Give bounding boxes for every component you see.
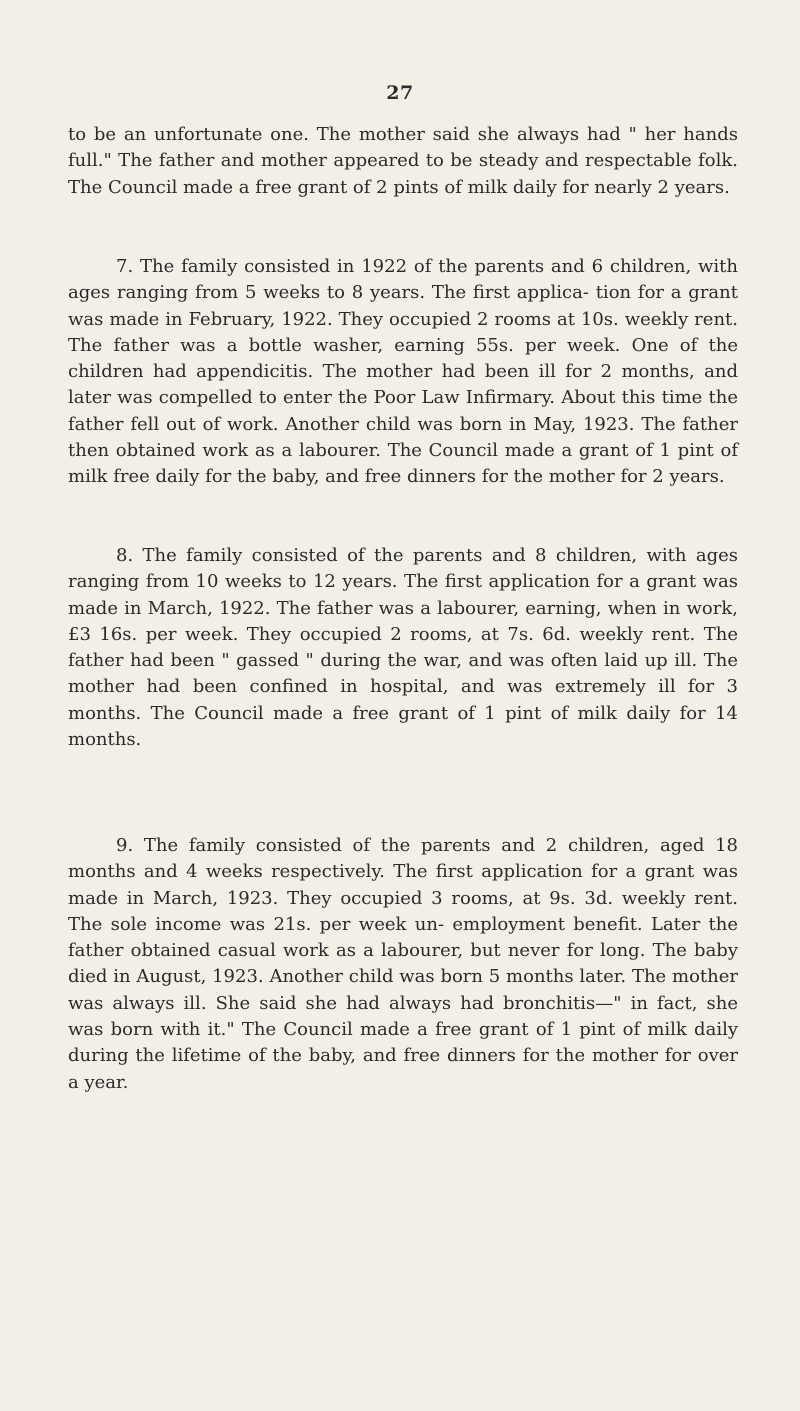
- paragraph-continuation: to be an unfortunate one. The mother said she always had " her hands full." The father and mother appeared to be steady and respectable folk. The Council made a free grant of 2 pints of milk daily for nearly 2 years.: [68, 124, 738, 198]
- paragraph-case-9: 9. The family consisted of the parents and 2 children, aged 18 months and 4 weeks respectively. The first application for a grant was made in March, 1923. They occupied 3 rooms, at 9s. 3d. weekly rent. The sole income was 21s. per week un- employment benefit. Later the father obtained casual work as a labourer, but never for long. The baby died in August, 1923. Another child was born 5 months later. The mother was always ill. She said she had always had bronchitis—" in fact, she was born with it." The Council made a free grant of 1 pint of milk daily during the lifetime of the baby, and free dinners for the mother for over a year.: [68, 835, 738, 1093]
- paragraph-case-7: 7. The family consisted in 1922 of the parents and 6 children, with ages ranging from 5 weeks to 8 years. The first applica- tion for a grant was made in February, 1922. They occupied 2 rooms at 10s. weekly rent. The father was a bottle washer, earning 55s. per week. One of the children had appendicitis. The mother had been ill for 2 months, and later was compelled to enter the Poor Law Infirmary. About this time the father fell out of work. Another child was born in May, 1923. The father then obtained work as a labourer. The Council made a grant of 1 pint of milk free daily for the baby, and free dinners for the mother for 2 years.: [68, 256, 738, 488]
- page-number: 27: [386, 82, 414, 104]
- paragraph-case-8: 8. The family consisted of the parents and 8 children, with ages ranging from 10 weeks to 12 years. The first application for a grant was made in March, 1922. The father was a labourer, earning, when in work, £3 16s. per week. They occupied 2 rooms, at 7s. 6d. weekly rent. The father had been " gassed " during the war, and was often laid up ill. The mother had been confined in hospital, and was extremely ill for 3 months. The Council made a free grant of 1 pint of milk daily for 14 months.: [68, 545, 738, 751]
